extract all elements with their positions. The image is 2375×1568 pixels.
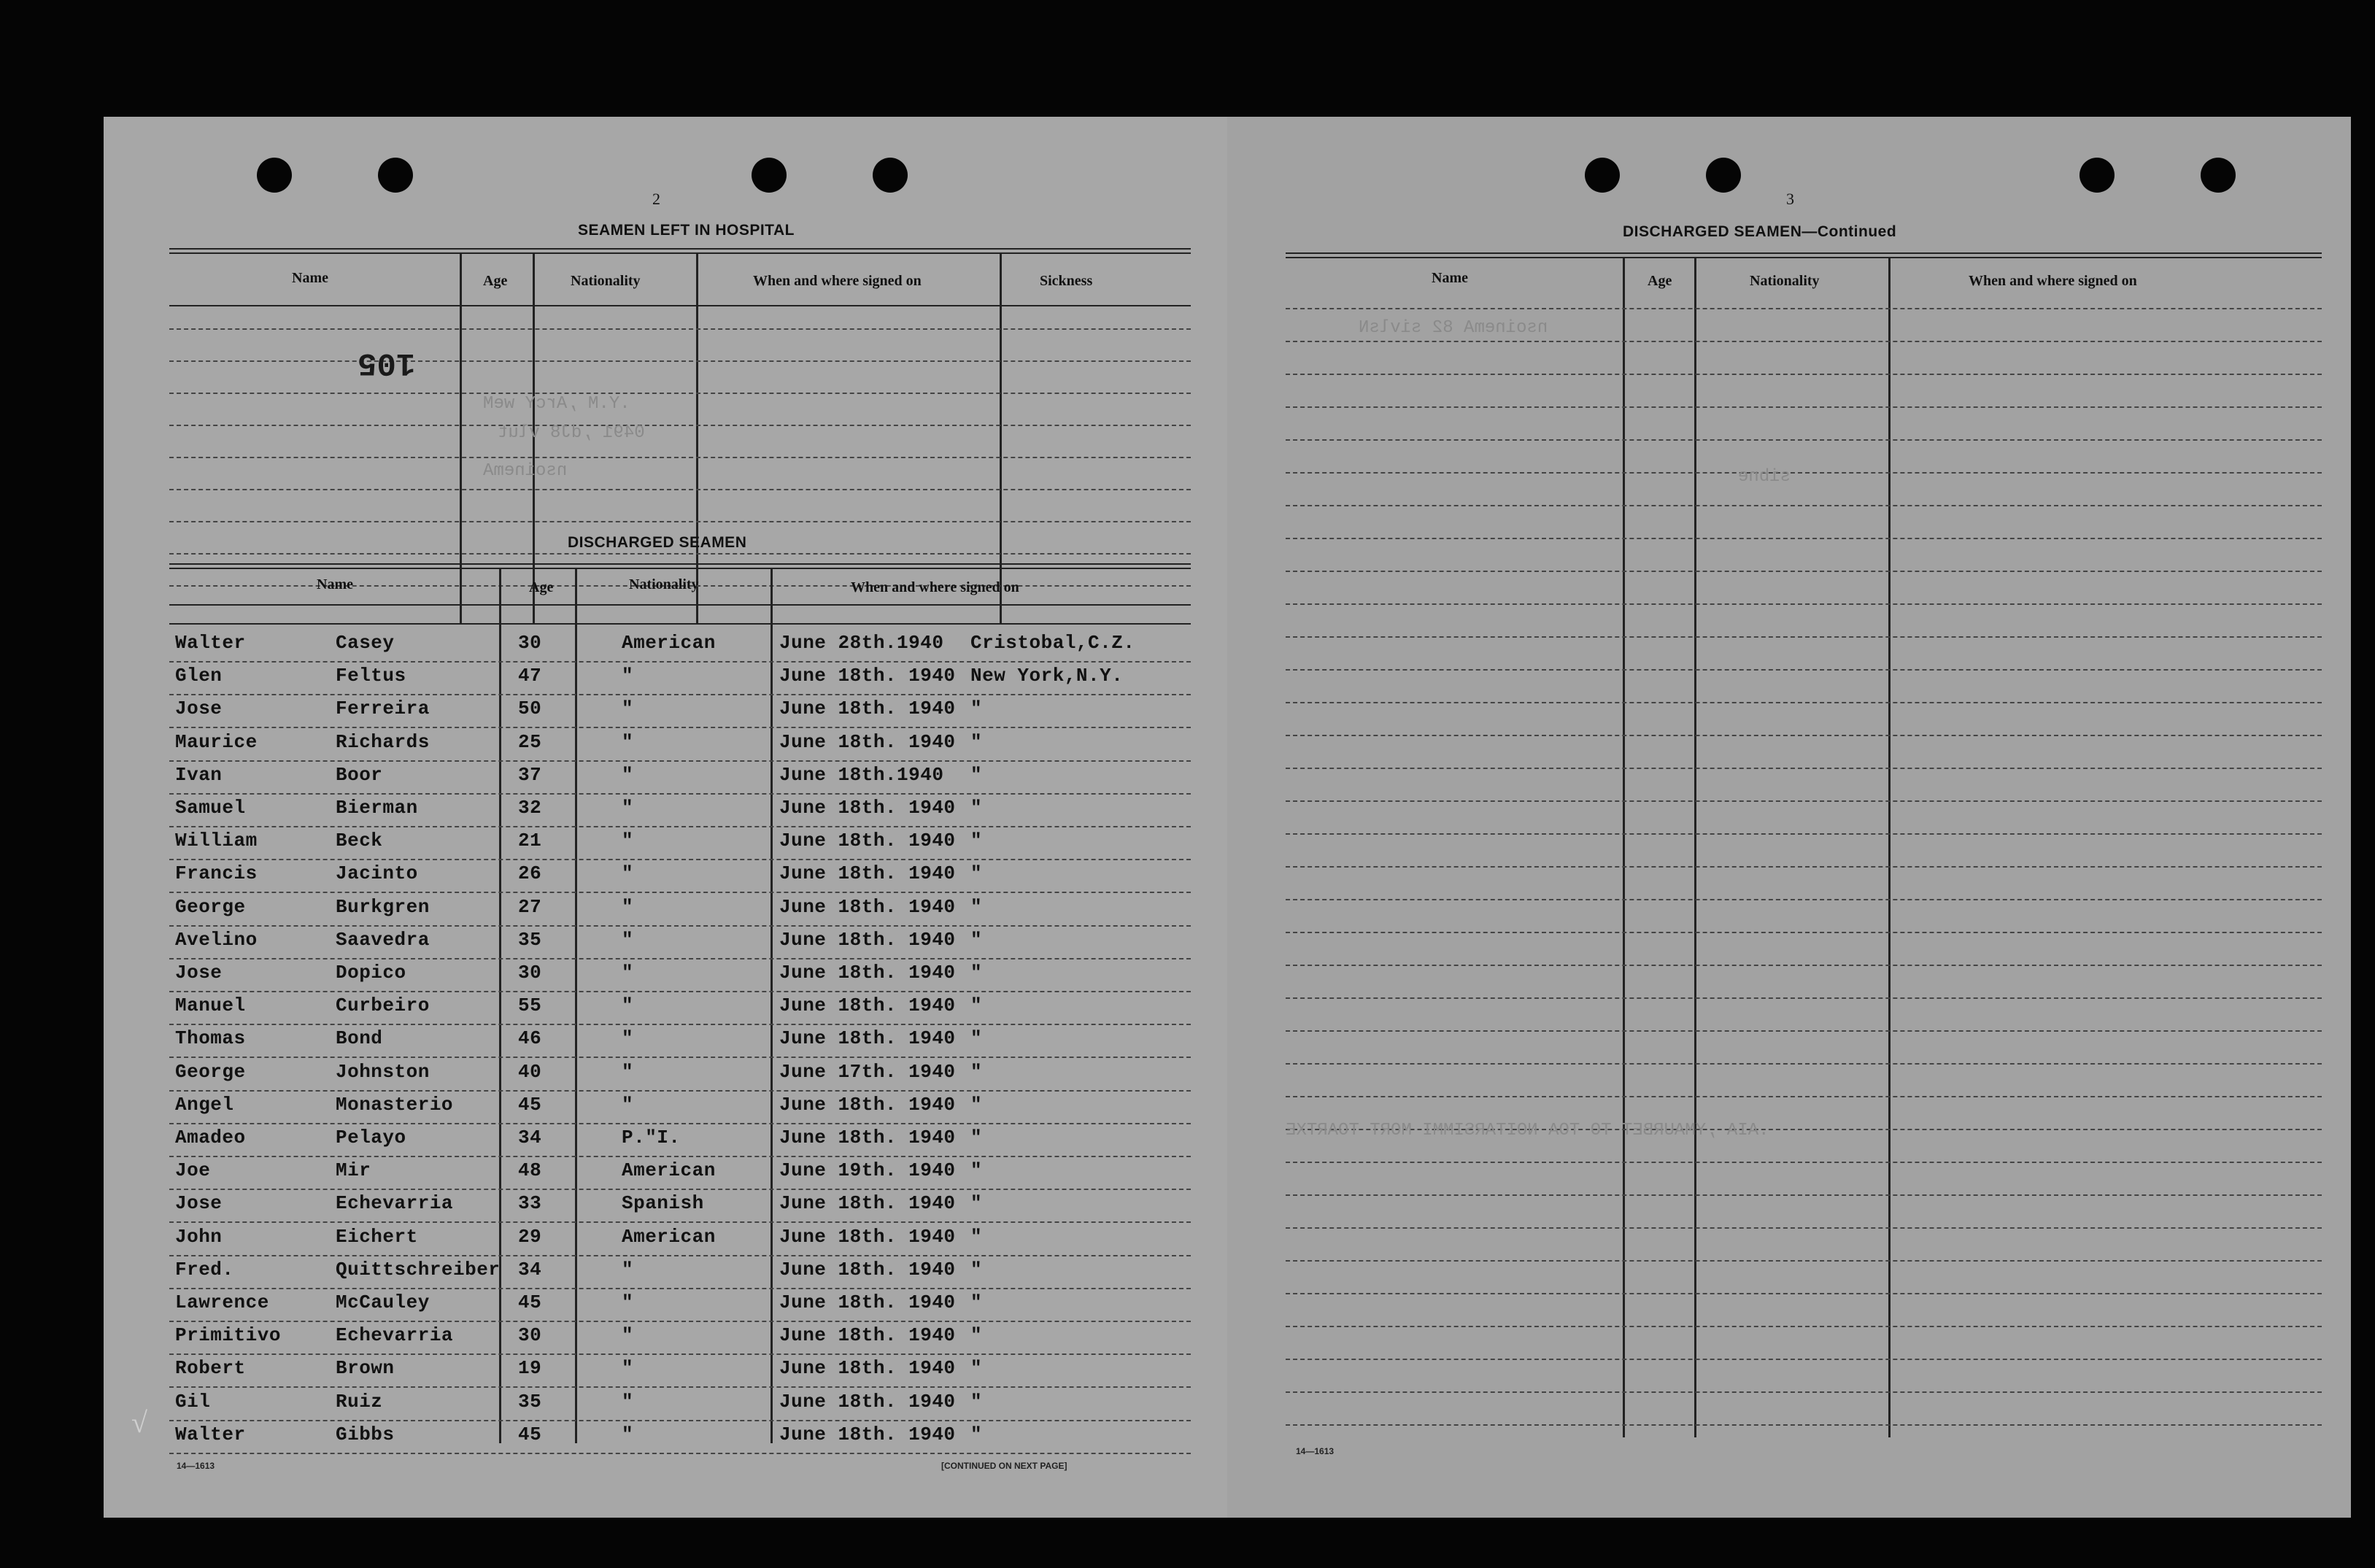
form-line <box>169 1353 1191 1356</box>
seaman-last-name: Echevarria <box>336 1324 454 1347</box>
divider <box>169 252 1191 254</box>
seaman-nationality: " <box>622 1060 634 1083</box>
signed-on-date: June 18th. 1940 <box>779 1258 956 1281</box>
seaman-last-name: Bierman <box>336 797 418 819</box>
form-line <box>169 1321 1191 1323</box>
signed-on-date: June 18th. 1940 <box>779 1192 956 1215</box>
seaman-first-name: Robert <box>175 1357 246 1380</box>
seaman-first-name: Manuel <box>175 995 246 1017</box>
seaman-first-name: George <box>175 1060 246 1083</box>
form-line <box>1286 1391 2322 1394</box>
signed-on-date: June 18th. 1940 <box>779 1127 956 1148</box>
signed-on-place: " <box>970 1423 983 1445</box>
seaman-age: 30 <box>518 632 542 654</box>
signed-on-place: " <box>970 1291 983 1313</box>
form-line <box>1286 965 2322 967</box>
seaman-age: 47 <box>518 665 542 687</box>
signed-on-date: June 18th. 1940 <box>779 797 956 819</box>
seaman-first-name: Jose <box>175 1192 223 1215</box>
bleed-through-text: nsoinemA <box>483 461 568 481</box>
signed-on-place: " <box>970 1093 983 1116</box>
seaman-first-name: Francis <box>175 862 258 885</box>
seaman-first-name: Jose <box>175 698 223 720</box>
seaman-first-name: Angel <box>175 1093 234 1116</box>
form-line <box>1286 571 2322 573</box>
column-header-sickness: Sickness <box>1040 273 1093 289</box>
column-header-signed-on: When and where signed on <box>851 579 1019 595</box>
form-line <box>1286 1326 2322 1328</box>
binder-hole <box>257 158 292 193</box>
form-line <box>169 958 1191 960</box>
form-line <box>169 1255 1191 1257</box>
signed-on-place: " <box>970 1357 983 1380</box>
signed-on-date: June 18th. 1940 <box>779 995 956 1017</box>
signed-on-place: " <box>970 1324 983 1347</box>
form-line <box>1286 505 2322 507</box>
left-page <box>104 117 1227 1518</box>
signed-on-place: " <box>970 1159 983 1182</box>
form-line <box>169 760 1191 762</box>
seaman-last-name: Feltus <box>336 665 406 687</box>
seaman-last-name: Dopico <box>336 962 406 984</box>
signed-on-date: June 18th. 1940 <box>779 1093 956 1116</box>
form-line <box>169 1123 1191 1125</box>
form-line <box>1286 1424 2322 1426</box>
seaman-last-name: Boor <box>336 763 383 786</box>
seaman-age: 30 <box>518 962 542 984</box>
seaman-nationality: " <box>622 698 634 720</box>
divider <box>1286 257 2322 258</box>
form-line <box>1286 341 2322 343</box>
form-line <box>169 1057 1191 1059</box>
seaman-nationality: American <box>622 1159 716 1182</box>
signed-on-date: June 19th. 1940 <box>779 1159 956 1182</box>
column-header-nationality: Nationality <box>629 576 699 592</box>
column-header-name: Name <box>1432 270 1468 286</box>
form-line <box>1286 406 2322 409</box>
seaman-first-name: Thomas <box>175 1027 246 1050</box>
column-header-name: Name <box>292 270 328 286</box>
column-header-nationality: Nationality <box>571 273 641 289</box>
form-number: 14—1613 <box>177 1461 215 1471</box>
form-line <box>169 328 1191 331</box>
seaman-last-name: Monasterio <box>336 1093 454 1116</box>
signed-on-date: June 17th. 1940 <box>779 1060 956 1083</box>
page-number: 2 <box>652 190 660 208</box>
binder-hole <box>2079 158 2115 193</box>
seaman-age: 26 <box>518 862 542 885</box>
binder-hole <box>873 158 908 193</box>
form-line <box>1286 1260 2322 1262</box>
seaman-age: 50 <box>518 698 542 720</box>
seaman-last-name: Jacinto <box>336 862 418 885</box>
signed-on-place: " <box>970 1027 983 1050</box>
signed-on-place: " <box>970 1258 983 1281</box>
seaman-nationality: " <box>622 1357 634 1380</box>
form-line <box>1286 768 2322 770</box>
seaman-nationality: " <box>622 1093 634 1116</box>
form-number: 14—1613 <box>1296 1446 1335 1456</box>
form-line <box>169 1090 1191 1092</box>
seaman-age: 35 <box>518 1390 542 1413</box>
divider <box>169 305 1191 306</box>
signed-on-date: June 18th. 1940 <box>779 1027 956 1050</box>
binder-hole <box>752 158 787 193</box>
column-header-name: Name <box>317 576 353 592</box>
form-line <box>169 457 1191 459</box>
signed-on-date: June 18th. 1940 <box>779 830 956 852</box>
seaman-age: 32 <box>518 797 542 819</box>
seaman-nationality: " <box>622 928 634 951</box>
seaman-first-name: Gil <box>175 1390 211 1413</box>
seaman-age: 45 <box>518 1423 542 1445</box>
seaman-last-name: Curbeiro <box>336 995 430 1017</box>
signed-on-place: " <box>970 1192 983 1215</box>
divider <box>169 568 1191 569</box>
form-line <box>169 1288 1191 1290</box>
signed-on-date: June 18th. 1940 <box>779 962 956 984</box>
seaman-age: 48 <box>518 1159 542 1182</box>
seaman-first-name: Joe <box>175 1159 211 1182</box>
signed-on-date: June 18th. 1940 <box>779 1390 956 1413</box>
binder-hole <box>2201 158 2236 193</box>
seaman-first-name: William <box>175 830 258 852</box>
form-line <box>1286 439 2322 441</box>
form-line <box>1286 1293 2322 1295</box>
seaman-first-name: Walter <box>175 632 246 654</box>
form-line <box>169 1221 1191 1224</box>
form-line <box>1286 866 2322 868</box>
seaman-nationality: " <box>622 995 634 1017</box>
seaman-age: 37 <box>518 763 542 786</box>
signed-on-place: " <box>970 928 983 951</box>
signed-on-date: June 18th. 1940 <box>779 1225 956 1248</box>
binder-hole <box>1706 158 1741 193</box>
discharged-section-title: DISCHARGED SEAMEN <box>568 534 747 551</box>
signed-on-place: " <box>970 797 983 819</box>
divider <box>169 563 1191 565</box>
signed-on-date: June 28th.1940 <box>779 632 944 654</box>
right-page <box>1227 117 2351 1518</box>
seaman-age: 19 <box>518 1357 542 1380</box>
form-line <box>1286 1030 2322 1032</box>
form-line <box>169 991 1191 993</box>
seaman-nationality: " <box>622 830 634 852</box>
seaman-nationality: " <box>622 895 634 918</box>
bleed-through-text: .AIA ,YMAURBET TO TOA NOITARSIMMI MORT TOARTXE <box>1286 1121 1769 1140</box>
seaman-age: 25 <box>518 730 542 753</box>
seaman-last-name: Saavedra <box>336 928 430 951</box>
form-line <box>1286 1227 2322 1229</box>
form-line <box>169 925 1191 927</box>
signed-on-place: " <box>970 730 983 753</box>
seaman-age: 33 <box>518 1192 542 1215</box>
right-section-title: DISCHARGED SEAMEN—Continued <box>1623 223 1897 240</box>
seaman-nationality: " <box>622 1258 634 1281</box>
bleed-through-text: 0491 ,dJ8 vlut <box>498 423 645 443</box>
form-line <box>1286 603 2322 606</box>
seaman-age: 45 <box>518 1093 542 1116</box>
seaman-last-name: Ruiz <box>336 1390 383 1413</box>
seaman-age: 46 <box>518 1027 542 1050</box>
signed-on-date: June 18th. 1940 <box>779 895 956 918</box>
seaman-age: 34 <box>518 1127 542 1148</box>
seaman-last-name: Echevarria <box>336 1192 454 1215</box>
form-line <box>169 1420 1191 1422</box>
hospital-section-title: SEAMEN LEFT IN HOSPITAL <box>578 222 795 239</box>
seaman-nationality: Spanish <box>622 1192 704 1215</box>
form-line <box>1286 997 2322 1000</box>
form-line <box>169 489 1191 491</box>
seaman-first-name: Amadeo <box>175 1127 246 1148</box>
signed-on-place: " <box>970 698 983 720</box>
column-header-signed-on: When and where signed on <box>753 273 922 289</box>
seaman-last-name: Mir <box>336 1159 371 1182</box>
seaman-last-name: Beck <box>336 830 383 852</box>
signed-on-date: June 18th. 1940 <box>779 1291 956 1313</box>
form-line <box>1286 374 2322 376</box>
bleed-through-text: .Y.M ,ArcY weM <box>483 394 630 414</box>
seaman-last-name: Bond <box>336 1027 383 1050</box>
signed-on-place: Cristobal,C.Z. <box>970 632 1135 654</box>
form-line <box>169 859 1191 861</box>
form-line <box>169 1156 1191 1158</box>
form-line <box>1286 308 2322 310</box>
form-line <box>1286 1096 2322 1098</box>
seaman-nationality: " <box>622 1291 634 1313</box>
signed-on-date: June 18th. 1940 <box>779 698 956 720</box>
form-line <box>169 661 1191 663</box>
signed-on-place: " <box>970 830 983 852</box>
signed-on-place: " <box>970 995 983 1017</box>
form-line <box>169 892 1191 894</box>
seaman-first-name: Maurice <box>175 730 258 753</box>
signed-on-date: June 18th. 1940 <box>779 1357 956 1380</box>
seaman-age: 21 <box>518 830 542 852</box>
page-number: 3 <box>1786 190 1794 208</box>
signed-on-date: June 18th. 1940 <box>779 928 956 951</box>
form-line <box>169 360 1191 363</box>
seaman-first-name: John <box>175 1225 223 1248</box>
seaman-nationality: " <box>622 1027 634 1050</box>
seaman-nationality: " <box>622 1423 634 1445</box>
continued-note: [CONTINUED ON NEXT PAGE] <box>941 1461 1067 1471</box>
form-line <box>169 793 1191 795</box>
seaman-nationality: " <box>622 665 634 687</box>
seaman-nationality: " <box>622 763 634 786</box>
form-line <box>169 393 1191 395</box>
signed-on-place: " <box>970 1127 983 1148</box>
seaman-age: 27 <box>518 895 542 918</box>
signed-on-place: " <box>970 1390 983 1413</box>
seaman-first-name: Walter <box>175 1423 246 1445</box>
seaman-nationality: " <box>622 962 634 984</box>
seaman-age: 40 <box>518 1060 542 1083</box>
form-line <box>1286 669 2322 671</box>
bleed-through-text: nsoinemA 82 sivlsN <box>1359 318 1548 338</box>
form-line <box>1286 1359 2322 1361</box>
seaman-age: 45 <box>518 1291 542 1313</box>
form-line <box>1286 538 2322 540</box>
seaman-first-name: Jose <box>175 962 223 984</box>
form-line <box>169 727 1191 729</box>
form-line <box>169 826 1191 828</box>
seaman-last-name: Gibbs <box>336 1423 395 1445</box>
divider <box>169 248 1191 250</box>
seaman-age: 35 <box>518 928 542 951</box>
form-line <box>1286 735 2322 737</box>
seaman-nationality: " <box>622 797 634 819</box>
signed-on-date: June 18th. 1940 <box>779 1324 956 1347</box>
form-line <box>169 521 1191 523</box>
seaman-nationality: " <box>622 730 634 753</box>
signed-on-place: " <box>970 1225 983 1248</box>
form-line <box>1286 800 2322 803</box>
form-line <box>169 694 1191 696</box>
seaman-age: 30 <box>518 1324 542 1347</box>
form-line <box>169 425 1191 427</box>
divider <box>169 604 1191 606</box>
column-rule <box>575 568 577 1443</box>
divider <box>1286 252 2322 254</box>
divider <box>169 623 1191 625</box>
column-header-age: Age <box>1648 273 1672 289</box>
seaman-first-name: Primitivo <box>175 1324 281 1347</box>
stamp-number: 105 <box>358 344 416 381</box>
binder-hole <box>1585 158 1620 193</box>
seaman-last-name: McCauley <box>336 1291 430 1313</box>
seaman-last-name: Pelayo <box>336 1127 406 1148</box>
column-header-age: Age <box>483 273 508 289</box>
signed-on-place: " <box>970 1060 983 1083</box>
seaman-nationality: American <box>622 1225 716 1248</box>
binder-hole <box>378 158 413 193</box>
signed-on-place: " <box>970 962 983 984</box>
seaman-age: 29 <box>518 1225 542 1248</box>
seaman-first-name: Glen <box>175 665 223 687</box>
form-line <box>1286 1063 2322 1065</box>
column-header-nationality: Nationality <box>1750 273 1820 289</box>
seaman-first-name: Ivan <box>175 763 223 786</box>
signed-on-place: " <box>970 862 983 885</box>
seaman-first-name: Avelino <box>175 928 258 951</box>
seaman-first-name: Lawrence <box>175 1291 269 1313</box>
signed-on-date: June 18th.1940 <box>779 763 944 786</box>
seaman-last-name: Brown <box>336 1357 395 1380</box>
seaman-last-name: Casey <box>336 632 395 654</box>
seaman-last-name: Richards <box>336 730 430 753</box>
seaman-first-name: Samuel <box>175 797 246 819</box>
signed-on-place: " <box>970 763 983 786</box>
seaman-nationality: " <box>622 862 634 885</box>
form-line <box>1286 472 2322 474</box>
column-rule <box>499 568 501 1443</box>
column-header-age: Age <box>529 579 554 595</box>
form-line <box>169 1024 1191 1026</box>
seaman-last-name: Johnston <box>336 1060 430 1083</box>
seaman-last-name: Ferreira <box>336 698 430 720</box>
bleed-through-text: sibne <box>1738 467 1791 487</box>
form-line <box>169 553 1191 555</box>
seaman-age: 55 <box>518 995 542 1017</box>
form-line <box>1286 702 2322 704</box>
seaman-age: 34 <box>518 1258 542 1281</box>
form-line <box>1286 1194 2322 1197</box>
signed-on-place: New York,N.Y. <box>970 665 1124 687</box>
column-header-signed-on: When and where signed on <box>1969 273 2137 289</box>
form-line <box>1286 899 2322 901</box>
form-line <box>169 1453 1191 1455</box>
seaman-first-name: Fred. <box>175 1258 234 1281</box>
seaman-nationality: " <box>622 1390 634 1413</box>
seaman-nationality: " <box>622 1324 634 1347</box>
column-rule <box>771 568 773 1443</box>
seaman-last-name: Quittschreiber <box>336 1258 501 1281</box>
signed-on-date: June 18th. 1940 <box>779 1423 956 1445</box>
signed-on-date: June 18th. 1940 <box>779 730 956 753</box>
form-line <box>1286 1162 2322 1164</box>
seaman-first-name: George <box>175 895 246 918</box>
form-line <box>169 1189 1191 1191</box>
form-line <box>1286 636 2322 638</box>
signed-on-date: June 18th. 1940 <box>779 862 956 885</box>
signed-on-date: June 18th. 1940 <box>779 665 956 687</box>
form-line <box>1286 833 2322 835</box>
seaman-nationality: P."I. <box>622 1127 681 1148</box>
signed-on-place: " <box>970 895 983 918</box>
check-mark: √ <box>131 1406 147 1439</box>
seaman-nationality: American <box>622 632 716 654</box>
form-line <box>169 1386 1191 1389</box>
seaman-last-name: Eichert <box>336 1225 418 1248</box>
form-line <box>1286 932 2322 934</box>
seaman-last-name: Burkgren <box>336 895 430 918</box>
